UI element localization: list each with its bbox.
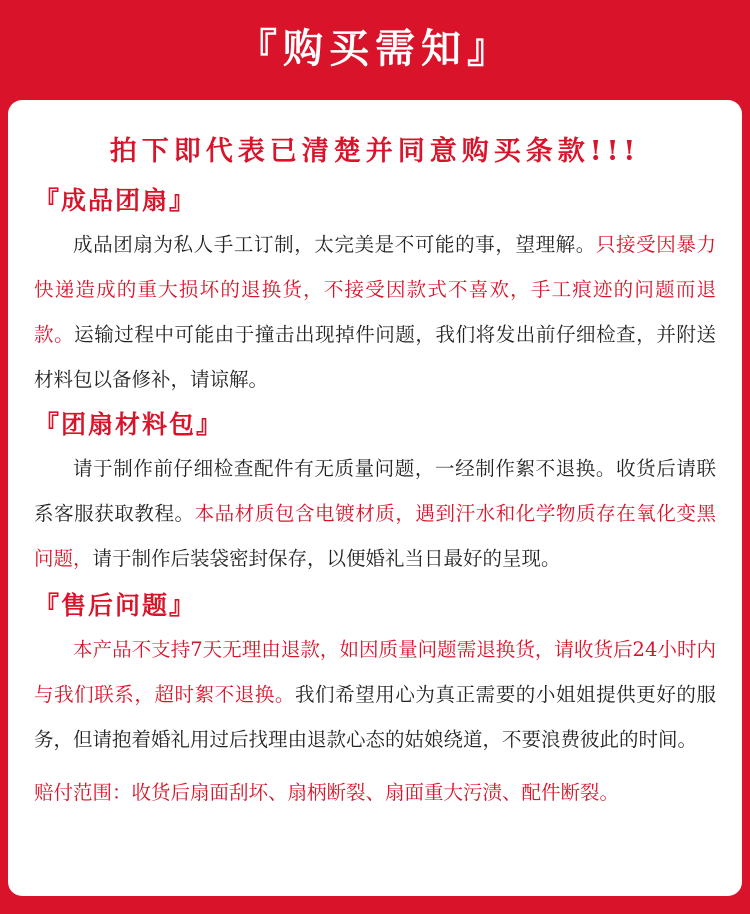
text-span: 成品团扇为私人手工订制，太完美是不可能的事，望理解。	[73, 233, 596, 256]
highlight-text: 本品材质包含电镀材质，遇到汗水和化学物质存在氧化变黑问题，	[34, 502, 716, 570]
section-body-material-kit	[34, 446, 716, 581]
section-body-finished-fan	[34, 222, 716, 402]
header	[0, 0, 750, 100]
section-title-finished-fan: 『成品团扇』	[34, 186, 197, 215]
section-title-after-sales: 『售后问题』	[34, 591, 197, 620]
highlight-text: 只接受因暴力快递造成的重大损坏的退换货，不接受因款式不喜欢，手工痕迹的问题而退款。	[34, 233, 716, 346]
text-span: 请于制作前仔细检查配件有无质量问题，一经制作絮不退换。收货后请联系客服获取教程。	[34, 457, 716, 525]
notice-card	[8, 100, 742, 896]
compensation-note: 赔付范围：收货后扇面刮坏、扇柄断裂、扇面重大污渍、配件断裂。	[34, 781, 620, 804]
text-span: 运输过程中可能由于撞击出现掉件问题，我们将发出前仔细检查，并附送材料包以备修补，请谅解。	[34, 323, 716, 391]
highlight-text: 本产品不支持7天无理由退款，如因质量问题需退换货，请收货后24小时内与我们联系，超时絮不退换。	[34, 638, 716, 706]
terms-banner: 拍下即代表已清楚并同意购买条款!!!	[109, 136, 641, 167]
section-body-after-sales	[34, 627, 716, 762]
text-span: 请于制作后装袋密封保存，以便婚礼当日最好的呈现。	[92, 547, 561, 570]
page-title: 『购买需知』	[237, 24, 513, 72]
text-span: 我们希望用心为真正需要的小姐姐提供更好的服务，但请抱着婚礼用过后找理由退款心态的姑娘绕道，不要浪费彼此的时间。	[34, 683, 716, 751]
section-title-material-kit: 『团扇材料包』	[34, 410, 224, 439]
